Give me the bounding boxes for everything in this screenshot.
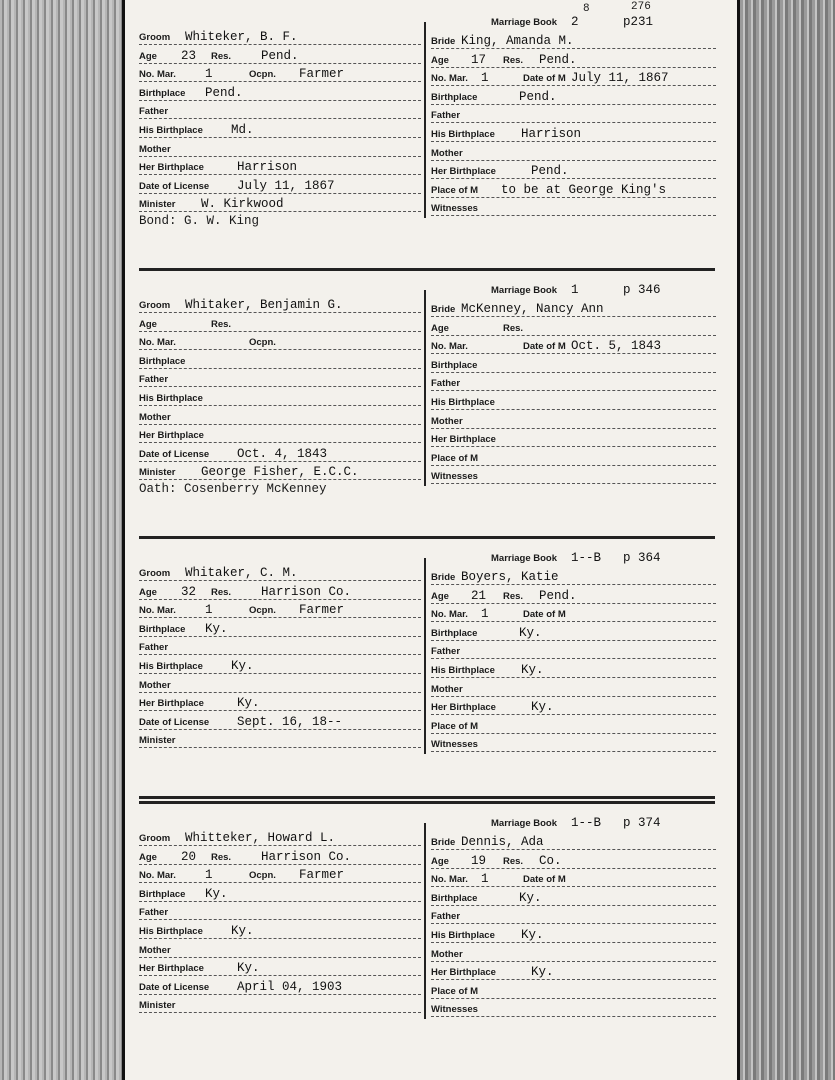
marriage-book-label: Marriage Book bbox=[491, 553, 557, 564]
bride-birthplace-row bbox=[431, 86, 716, 105]
bride-his-birthplace-value: Ky. bbox=[521, 663, 544, 677]
birthplace-row bbox=[139, 82, 421, 101]
bride-birthplace-row bbox=[431, 354, 716, 373]
groom-value: Whiteker, B. F. bbox=[185, 30, 298, 44]
no-mar-row bbox=[139, 864, 421, 883]
bride-his-birthplace-row bbox=[431, 924, 716, 943]
bride-father-row bbox=[431, 372, 716, 391]
bride-res-value: Co. bbox=[539, 853, 562, 868]
groom-column bbox=[139, 14, 421, 234]
date-of-license-row bbox=[139, 711, 421, 730]
bride-mother-row bbox=[431, 678, 716, 697]
bride-his-birthplace-label: His Birthplace bbox=[431, 129, 495, 140]
groom-label: Groom bbox=[139, 833, 171, 844]
mother-row bbox=[139, 138, 421, 157]
age-label: Age bbox=[139, 851, 157, 863]
record-separator bbox=[139, 268, 715, 271]
bride-age-label: Age bbox=[431, 54, 449, 66]
groom-value: Whitaker, C. M. bbox=[185, 566, 298, 580]
father-label: Father bbox=[139, 907, 169, 919]
birthplace-value: Pend. bbox=[205, 85, 243, 100]
date-of-license-label: Date of License bbox=[139, 716, 210, 728]
place-of-m-value: to be at George King's bbox=[501, 182, 667, 197]
birthplace-label: Birthplace bbox=[139, 355, 186, 367]
bride-value: McKenney, Nancy Ann bbox=[461, 302, 604, 316]
father-row bbox=[139, 636, 421, 655]
no-mar-label: No. Mar. bbox=[139, 69, 176, 81]
bride-mother-label: Mother bbox=[431, 683, 463, 695]
her-birthplace-value: Ky. bbox=[237, 961, 260, 976]
groom-label: Groom bbox=[139, 568, 171, 579]
marriage-book-label: Marriage Book bbox=[491, 285, 557, 296]
marriage-record bbox=[125, 550, 737, 790]
date-of-m-label: Date of M bbox=[523, 341, 566, 353]
scan-right-edge bbox=[740, 0, 835, 1080]
bride-age-label: Age bbox=[431, 855, 449, 867]
bride-his-birthplace-label: His Birthplace bbox=[431, 665, 495, 676]
birthplace-row bbox=[139, 618, 421, 637]
column-divider bbox=[424, 290, 426, 486]
bride-father-row bbox=[431, 104, 716, 123]
groom-value: Whitteker, Howard L. bbox=[185, 831, 336, 845]
date-of-license-row bbox=[139, 976, 421, 995]
marriage-book-value: 1 bbox=[571, 283, 579, 297]
bride-his-birthplace-row bbox=[431, 391, 716, 410]
bride-res-value: Pend. bbox=[539, 52, 577, 67]
marriage-book-header bbox=[431, 547, 716, 565]
his-birthplace-row bbox=[139, 387, 421, 406]
marriage-book-value: 1--B bbox=[571, 816, 602, 830]
father-row bbox=[139, 368, 421, 387]
place-of-m-label: Place of M bbox=[431, 985, 478, 997]
bride-her-birthplace-row bbox=[431, 160, 716, 179]
her-birthplace-label: Her Birthplace bbox=[139, 698, 204, 710]
date-of-license-label: Date of License bbox=[139, 180, 210, 192]
bride-column bbox=[431, 815, 716, 1035]
bride-her-birthplace-label: Her Birthplace bbox=[431, 702, 496, 714]
date-of-m-label: Date of M bbox=[523, 874, 566, 886]
res-value: Harrison Co. bbox=[261, 584, 352, 599]
no-mar-row bbox=[139, 63, 421, 82]
his-birthplace-row bbox=[139, 119, 421, 138]
groom-row bbox=[139, 827, 421, 846]
birthplace-label: Birthplace bbox=[139, 623, 186, 635]
minister-label: Minister bbox=[139, 735, 176, 747]
date-of-m-label: Date of M bbox=[523, 73, 566, 85]
bride-no-mar-row bbox=[431, 868, 716, 887]
groom-label: Groom bbox=[139, 32, 171, 43]
minister-label: Minister bbox=[139, 199, 176, 211]
bride-his-birthplace-value: Harrison bbox=[521, 127, 582, 141]
res-label: Res. bbox=[211, 318, 232, 330]
age-value: 23 bbox=[181, 48, 197, 63]
bride-father-row bbox=[431, 640, 716, 659]
minister-label: Minister bbox=[139, 467, 176, 479]
minister-row bbox=[139, 729, 421, 748]
ocpn-value: Farmer bbox=[299, 603, 345, 618]
her-birthplace-label: Her Birthplace bbox=[139, 162, 204, 174]
mother-row bbox=[139, 406, 421, 425]
ocpn-label: Ocpn. bbox=[249, 69, 276, 81]
bride-age-value: 19 bbox=[471, 853, 487, 868]
bride-birthplace-label: Birthplace bbox=[431, 359, 478, 371]
bride-her-birthplace-label: Her Birthplace bbox=[431, 166, 496, 178]
bride-father-row bbox=[431, 905, 716, 924]
bride-column bbox=[431, 1, 716, 234]
age-row bbox=[139, 581, 421, 600]
bride-res-label: Res. bbox=[503, 322, 524, 334]
his-birthplace-value: Ky. bbox=[231, 659, 254, 673]
book-page-value: p 346 bbox=[623, 283, 661, 297]
no-mar-label: No. Mar. bbox=[139, 337, 176, 349]
bride-her-birthplace-label: Her Birthplace bbox=[431, 967, 496, 979]
age-value: 32 bbox=[181, 584, 197, 599]
no-mar-row bbox=[139, 331, 421, 350]
bride-mother-row bbox=[431, 943, 716, 962]
record-separator bbox=[139, 536, 715, 539]
marriage-record bbox=[125, 1, 737, 254]
witnesses-label: Witnesses bbox=[431, 471, 478, 483]
marriage-record bbox=[125, 815, 737, 1055]
bride-his-birthplace-value: Ky. bbox=[521, 928, 544, 942]
minister-row bbox=[139, 461, 421, 480]
marriage-book-value: 2 bbox=[571, 15, 579, 29]
witnesses-label: Witnesses bbox=[431, 203, 478, 215]
date-of-license-row bbox=[139, 443, 421, 462]
bride-label: Bride bbox=[431, 304, 456, 315]
bride-her-birthplace-row bbox=[431, 961, 716, 980]
ocpn-label: Ocpn. bbox=[249, 605, 276, 617]
bride-value: King, Amanda M. bbox=[461, 34, 574, 48]
date-of-license-value: April 04, 1903 bbox=[237, 979, 343, 994]
marriage-record bbox=[125, 282, 737, 522]
bride-label: Bride bbox=[431, 36, 456, 47]
date-of-m-value: July 11, 1867 bbox=[571, 71, 669, 86]
record-separator bbox=[139, 796, 715, 799]
bride-age-row bbox=[431, 585, 716, 604]
bride-his-birthplace-label: His Birthplace bbox=[431, 930, 495, 941]
groom-column bbox=[139, 815, 421, 1035]
bride-birthplace-row bbox=[431, 622, 716, 641]
ocpn-label: Ocpn. bbox=[249, 870, 276, 882]
bride-her-birthplace-row bbox=[431, 428, 716, 447]
marriage-book-label: Marriage Book bbox=[491, 17, 557, 28]
witnesses-row bbox=[431, 465, 716, 484]
res-value: Harrison Co. bbox=[261, 849, 352, 864]
date-of-license-value: Sept. 16, 18-- bbox=[237, 714, 343, 729]
bride-res-label: Res. bbox=[503, 54, 524, 66]
bride-age-value: 21 bbox=[471, 588, 487, 603]
birthplace-row bbox=[139, 883, 421, 902]
bride-label: Bride bbox=[431, 572, 456, 583]
mother-label: Mother bbox=[139, 679, 171, 691]
age-row bbox=[139, 45, 421, 64]
bride-age-row bbox=[431, 49, 716, 68]
bride-no-mar-value: 1 bbox=[481, 71, 489, 86]
father-label: Father bbox=[139, 374, 169, 386]
mother-label: Mother bbox=[139, 411, 171, 423]
minister-row bbox=[139, 193, 421, 212]
date-of-license-label: Date of License bbox=[139, 448, 210, 460]
groom-row bbox=[139, 26, 421, 45]
her-birthplace-row bbox=[139, 957, 421, 976]
groom-label: Groom bbox=[139, 300, 171, 311]
place-of-m-label: Place of M bbox=[431, 184, 478, 196]
bride-age-value: 17 bbox=[471, 52, 487, 67]
bride-label: Bride bbox=[431, 837, 456, 848]
marriage-book-header bbox=[431, 279, 716, 297]
father-label: Father bbox=[139, 642, 169, 654]
age-value: 20 bbox=[181, 849, 197, 864]
bride-mother-label: Mother bbox=[431, 147, 463, 159]
bride-res-label: Res. bbox=[503, 855, 524, 867]
age-label: Age bbox=[139, 50, 157, 62]
bride-father-label: Father bbox=[431, 378, 461, 390]
minister-row bbox=[139, 994, 421, 1013]
no-mar-label: No. Mar. bbox=[139, 870, 176, 882]
groom-row bbox=[139, 294, 421, 313]
his-birthplace-value: Ky. bbox=[231, 924, 254, 938]
ocpn-label: Ocpn. bbox=[249, 337, 276, 349]
bride-row bbox=[431, 566, 716, 585]
bride-mother-label: Mother bbox=[431, 948, 463, 960]
date-of-license-value: July 11, 1867 bbox=[237, 178, 335, 193]
bride-row bbox=[431, 831, 716, 850]
father-label: Father bbox=[139, 106, 169, 118]
bride-column bbox=[431, 282, 716, 502]
scan-left-edge bbox=[0, 0, 122, 1080]
age-label: Age bbox=[139, 586, 157, 598]
res-value: Pend. bbox=[261, 48, 299, 63]
bride-age-label: Age bbox=[431, 322, 449, 334]
her-birthplace-row bbox=[139, 692, 421, 711]
groom-row bbox=[139, 562, 421, 581]
his-birthplace-row bbox=[139, 655, 421, 674]
his-birthplace-value: Md. bbox=[231, 123, 254, 137]
bride-age-row bbox=[431, 850, 716, 869]
father-row bbox=[139, 901, 421, 920]
res-label: Res. bbox=[211, 851, 232, 863]
res-label: Res. bbox=[211, 586, 232, 598]
bride-her-birthplace-label: Her Birthplace bbox=[431, 434, 496, 446]
birthplace-label: Birthplace bbox=[139, 87, 186, 99]
witnesses-row bbox=[431, 733, 716, 752]
her-birthplace-label: Her Birthplace bbox=[139, 430, 204, 442]
bride-her-birthplace-row bbox=[431, 696, 716, 715]
witnesses-row bbox=[431, 197, 716, 216]
bride-birthplace-label: Birthplace bbox=[431, 892, 478, 904]
bride-no-mar-value: 1 bbox=[481, 607, 489, 622]
witnesses-label: Witnesses bbox=[431, 1004, 478, 1016]
bride-birthplace-label: Birthplace bbox=[431, 627, 478, 639]
no-mar-value: 1 bbox=[205, 868, 213, 883]
bride-res-value: Pend. bbox=[539, 588, 577, 603]
place-of-m-row bbox=[431, 179, 716, 198]
bride-no-mar-label: No. Mar. bbox=[431, 341, 468, 353]
marriage-book-header bbox=[431, 812, 716, 830]
father-row bbox=[139, 100, 421, 119]
bride-his-birthplace-row bbox=[431, 123, 716, 142]
his-birthplace-label: His Birthplace bbox=[139, 661, 203, 672]
marriage-book-header bbox=[431, 11, 716, 29]
place-of-m-row bbox=[431, 715, 716, 734]
date-of-license-value: Oct. 4, 1843 bbox=[237, 446, 328, 461]
book-page-value: p231 bbox=[623, 15, 654, 29]
minister-label: Minister bbox=[139, 1000, 176, 1012]
bride-father-label: Father bbox=[431, 911, 461, 923]
his-birthplace-label: His Birthplace bbox=[139, 926, 203, 937]
ocpn-value: Farmer bbox=[299, 868, 345, 883]
bride-row bbox=[431, 30, 716, 49]
age-label: Age bbox=[139, 318, 157, 330]
bride-no-mar-value: 1 bbox=[481, 872, 489, 887]
witnesses-label: Witnesses bbox=[431, 739, 478, 751]
birthplace-value: Ky. bbox=[205, 621, 228, 636]
bride-row bbox=[431, 298, 716, 317]
place-of-m-row bbox=[431, 447, 716, 466]
bride-her-birthplace-value: Ky. bbox=[531, 965, 554, 980]
marriage-book-label: Marriage Book bbox=[491, 818, 557, 829]
bride-no-mar-row bbox=[431, 67, 716, 86]
date-of-license-label: Date of License bbox=[139, 981, 210, 993]
bride-age-label: Age bbox=[431, 590, 449, 602]
bride-father-label: Father bbox=[431, 110, 461, 122]
bride-no-mar-row bbox=[431, 335, 716, 354]
witnesses-row bbox=[431, 998, 716, 1017]
bride-his-birthplace-label: His Birthplace bbox=[431, 397, 495, 408]
bride-mother-label: Mother bbox=[431, 415, 463, 427]
column-divider bbox=[424, 823, 426, 1019]
column-divider bbox=[424, 22, 426, 218]
ocpn-value: Farmer bbox=[299, 67, 345, 82]
bride-no-mar-row bbox=[431, 603, 716, 622]
book-page-value: p 364 bbox=[623, 551, 661, 565]
date-of-m-label: Date of M bbox=[523, 609, 566, 621]
no-mar-row bbox=[139, 599, 421, 618]
birthplace-label: Birthplace bbox=[139, 888, 186, 900]
bride-mother-row bbox=[431, 410, 716, 429]
bride-no-mar-label: No. Mar. bbox=[431, 73, 468, 85]
bride-age-row bbox=[431, 317, 716, 336]
bride-no-mar-label: No. Mar. bbox=[431, 609, 468, 621]
her-birthplace-value: Harrison bbox=[237, 160, 298, 175]
birthplace-value: Ky. bbox=[205, 886, 228, 901]
bride-birthplace-value: Ky. bbox=[519, 625, 542, 640]
bride-his-birthplace-row bbox=[431, 659, 716, 678]
age-row bbox=[139, 846, 421, 865]
his-birthplace-label: His Birthplace bbox=[139, 125, 203, 136]
mother-label: Mother bbox=[139, 944, 171, 956]
his-birthplace-row bbox=[139, 920, 421, 939]
place-of-m-label: Place of M bbox=[431, 452, 478, 464]
date-of-license-row bbox=[139, 175, 421, 194]
bride-value: Dennis, Ada bbox=[461, 835, 544, 849]
res-label: Res. bbox=[211, 50, 232, 62]
place-of-m-label: Place of M bbox=[431, 720, 478, 732]
record-note: Oath: Cosenberry McKenney bbox=[139, 482, 327, 496]
bride-birthplace-row bbox=[431, 887, 716, 906]
page-number-stamp: 276 bbox=[631, 1, 651, 13]
column-divider bbox=[424, 558, 426, 754]
his-birthplace-label: His Birthplace bbox=[139, 393, 203, 404]
bride-column bbox=[431, 550, 716, 770]
age-row bbox=[139, 313, 421, 332]
place-of-m-row bbox=[431, 980, 716, 999]
groom-column bbox=[139, 282, 421, 502]
book-correction-mark: 8 bbox=[583, 3, 590, 15]
her-birthplace-row bbox=[139, 156, 421, 175]
bride-res-label: Res. bbox=[503, 590, 524, 602]
record-note: Bond: G. W. King bbox=[139, 214, 260, 228]
bride-birthplace-value: Ky. bbox=[519, 890, 542, 905]
groom-value: Whitaker, Benjamin G. bbox=[185, 298, 343, 312]
date-of-m-value: Oct. 5, 1843 bbox=[571, 339, 662, 354]
mother-row bbox=[139, 674, 421, 693]
groom-column bbox=[139, 550, 421, 770]
mother-row bbox=[139, 939, 421, 958]
bride-birthplace-value: Pend. bbox=[519, 89, 557, 104]
no-mar-value: 1 bbox=[205, 67, 213, 82]
bride-value: Boyers, Katie bbox=[461, 570, 559, 584]
bride-mother-row bbox=[431, 142, 716, 161]
minister-value: W. Kirkwood bbox=[201, 197, 284, 212]
bride-her-birthplace-value: Pend. bbox=[531, 164, 569, 179]
no-mar-value: 1 bbox=[205, 603, 213, 618]
record-page bbox=[122, 0, 740, 1080]
mother-label: Mother bbox=[139, 143, 171, 155]
her-birthplace-label: Her Birthplace bbox=[139, 963, 204, 975]
bride-birthplace-label: Birthplace bbox=[431, 91, 478, 103]
her-birthplace-value: Ky. bbox=[237, 696, 260, 711]
minister-value: George Fisher, E.C.C. bbox=[201, 465, 359, 480]
record-separator bbox=[139, 801, 715, 804]
bride-her-birthplace-value: Ky. bbox=[531, 700, 554, 715]
bride-no-mar-label: No. Mar. bbox=[431, 874, 468, 886]
book-page-value: p 374 bbox=[623, 816, 661, 830]
birthplace-row bbox=[139, 350, 421, 369]
bride-father-label: Father bbox=[431, 646, 461, 658]
no-mar-label: No. Mar. bbox=[139, 605, 176, 617]
her-birthplace-row bbox=[139, 424, 421, 443]
marriage-book-value: 1--B bbox=[571, 551, 602, 565]
